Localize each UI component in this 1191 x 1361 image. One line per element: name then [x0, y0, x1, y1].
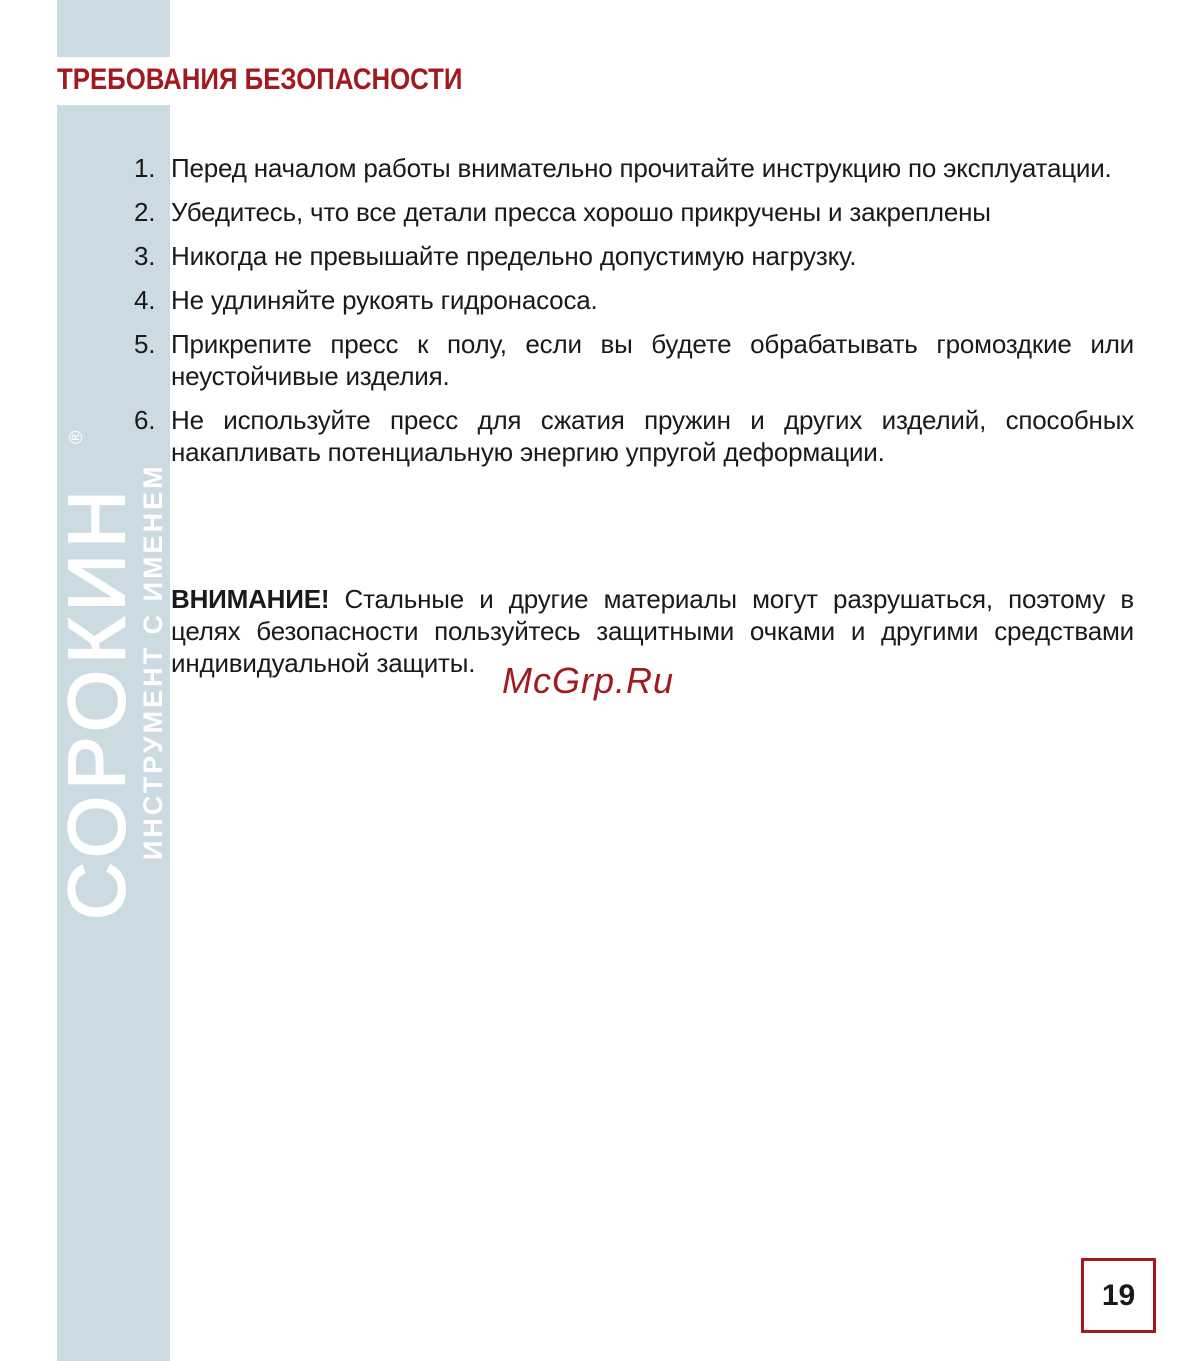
item-number: 3.: [134, 241, 156, 271]
brand-name: СОРОКИН: [52, 484, 141, 920]
brand-tagline: ИНСТРУМЕНТ С ИМЕНЕМ: [138, 463, 168, 860]
list-item: [128, 240, 1134, 272]
safety-content: [128, 152, 1134, 480]
item-number: 4.: [134, 285, 156, 315]
item-number: 2.: [134, 197, 156, 227]
item-text: Прикрепите пресс к полу, если вы будете обрабатывать громоздкие или неустойчивые изделия.: [171, 329, 1134, 391]
registered-mark: ®: [66, 430, 86, 444]
item-number: 5.: [134, 329, 156, 359]
item-number: 6.: [134, 405, 156, 435]
brand-logo: [52, 430, 172, 950]
item-number: 1.: [134, 153, 156, 183]
page-title: ТРЕБОВАНИЯ БЕЗОПАСНОСТИ: [57, 63, 463, 96]
item-text: Не удлиняйте рукоять гидронасоса.: [171, 285, 598, 315]
item-text: Никогда не превышайте предельно допустимую нагрузку.: [171, 241, 857, 271]
safety-list: [128, 152, 1134, 468]
warning-text: Стальные и другие материалы могут разрушаться, поэтому в целях безопасности пользуйтесь защитными очками и другими средствами индивидуальной защиты.: [171, 584, 1134, 678]
item-text: Перед началом работы внимательно прочитайте инструкцию по эксплуатации.: [171, 153, 1112, 183]
page-number: 19: [1081, 1258, 1156, 1333]
list-item: [128, 152, 1134, 184]
item-text: Не используйте пресс для сжатия пружин и других изделий, способных накапливать потенциальную энергию упругой деформации.: [171, 405, 1134, 467]
watermark: McGrp.Ru: [502, 660, 675, 701]
list-item: [128, 404, 1134, 468]
list-item: [128, 328, 1134, 392]
list-item: [128, 284, 1134, 316]
warning-label: ВНИМАНИЕ!: [171, 584, 330, 614]
item-text: Убедитесь, что все детали пресса хорошо прикручены и закреплены: [171, 197, 991, 227]
list-item: [128, 196, 1134, 228]
